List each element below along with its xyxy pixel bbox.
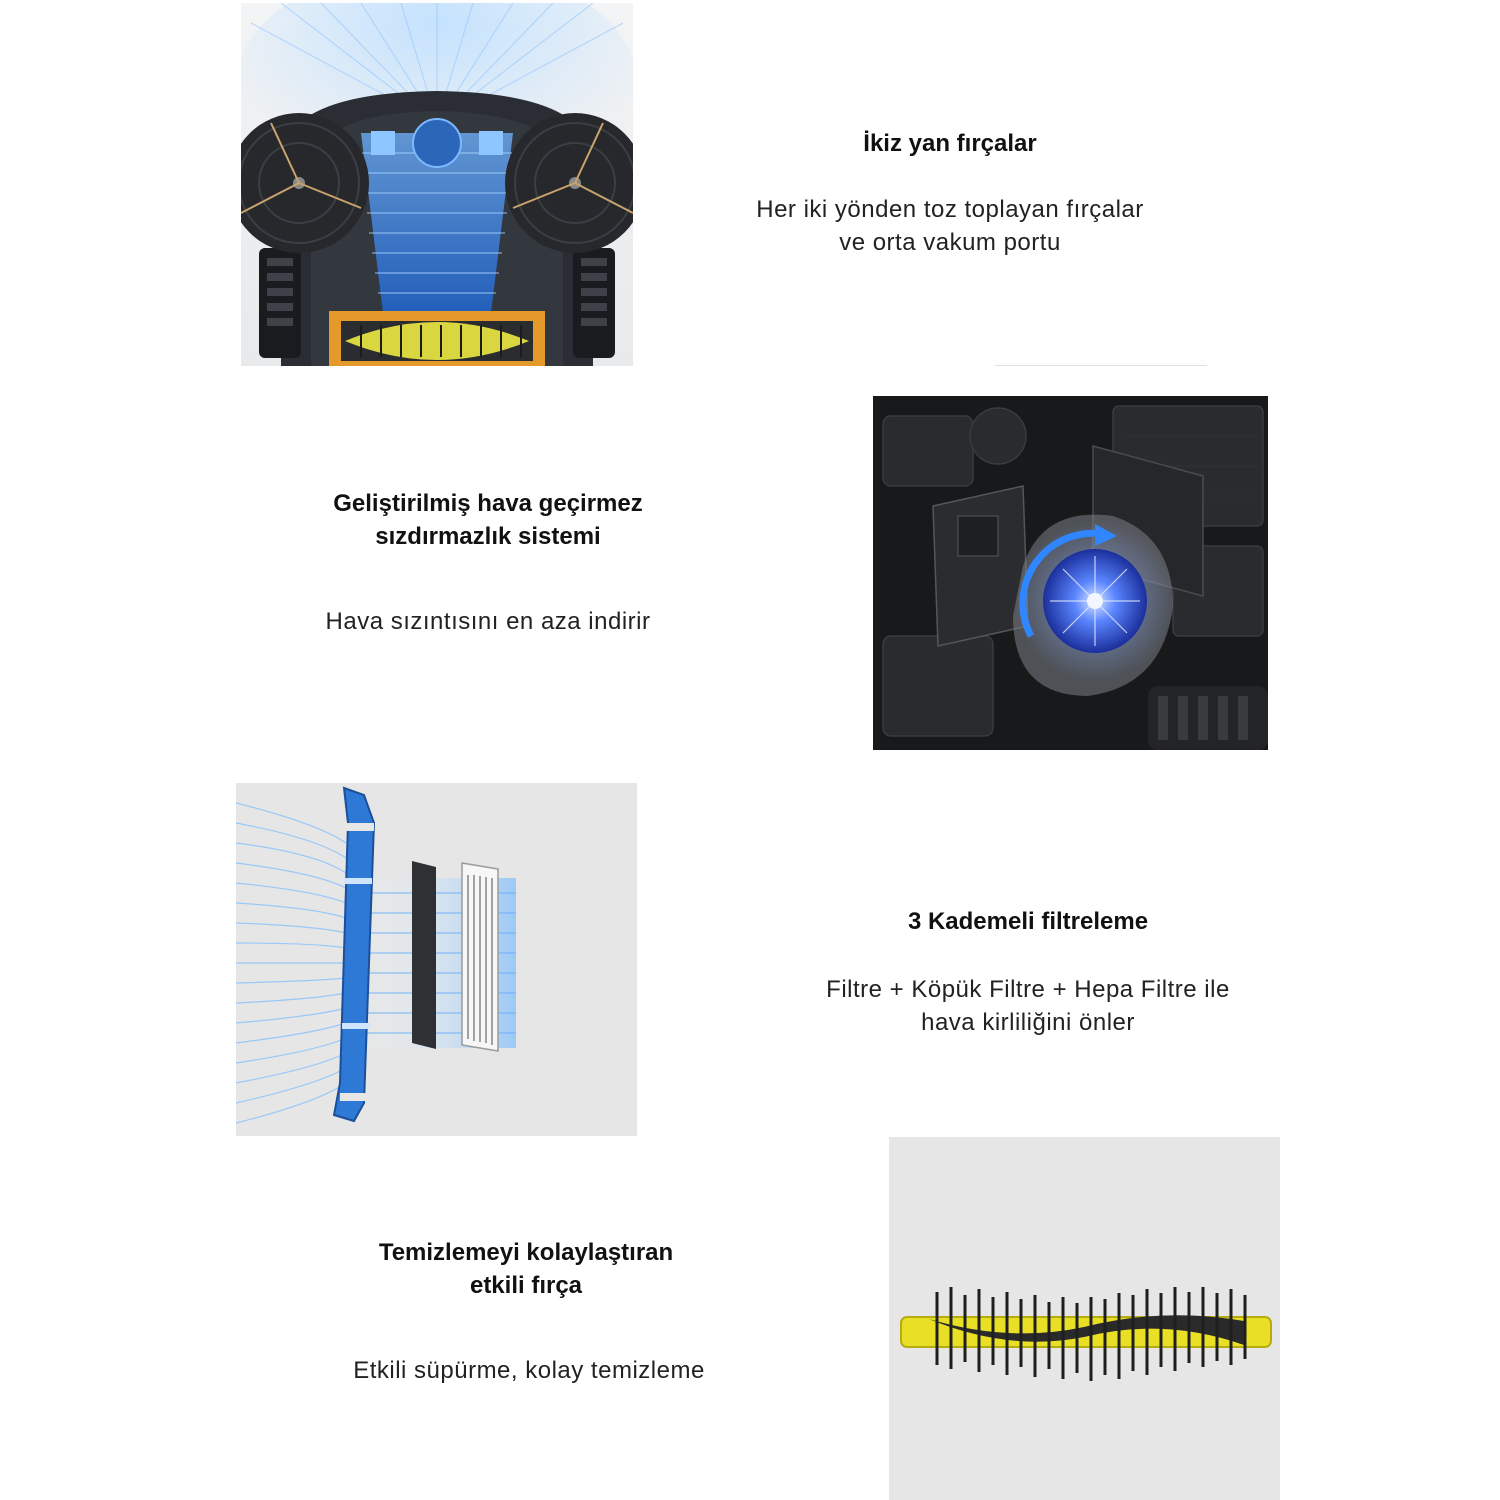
feature-1-title: İkiz yan fırçalar: [863, 130, 1037, 157]
feature-3-title: 3 Kademeli filtreleme: [907, 908, 1149, 935]
feature-2-title-line-2: sızdırmazlık sistemi: [375, 523, 601, 550]
feature-2-title-line-1: Geliştirilmiş hava geçirmez: [333, 490, 643, 517]
feature-1-description-line-2: ve orta vakum portu: [839, 229, 1061, 256]
feature-4-title-line-2: etkili fırça: [469, 1272, 583, 1299]
roller-brush-image: [889, 1137, 1280, 1500]
feature-3-description: [768, 973, 1288, 1039]
feature-1-description-line-1: Her iki yönden toz toplayan fırçalar: [756, 196, 1144, 223]
robot-underside-image: [241, 3, 633, 366]
suction-fan-icon: [873, 396, 1268, 750]
feature-2-title: [278, 487, 698, 553]
three-stage-filter-image: [236, 783, 637, 1136]
roller-brush-icon: [889, 1137, 1280, 1500]
feature-3-description-line-2: hava kirliliğini önler: [921, 1009, 1135, 1036]
feature-2-description: Hava sızıntısını en aza indirir: [325, 608, 651, 635]
robot-underside-icon: [241, 3, 633, 366]
suction-fan-image: [873, 396, 1268, 750]
feature-4-title: [306, 1236, 746, 1302]
feature-4-title-line-1: Temizlemeyi kolaylaştıran: [378, 1239, 674, 1266]
feature-1-description: [690, 193, 1210, 259]
feature-4-description: Etkili süpürme, kolay temizleme: [353, 1357, 705, 1384]
three-stage-filter-icon: [236, 783, 637, 1136]
feature-3-description-line-1: Filtre + Köpük Filtre + Hepa Filtre ile: [826, 976, 1230, 1003]
section-divider: [995, 365, 1207, 366]
